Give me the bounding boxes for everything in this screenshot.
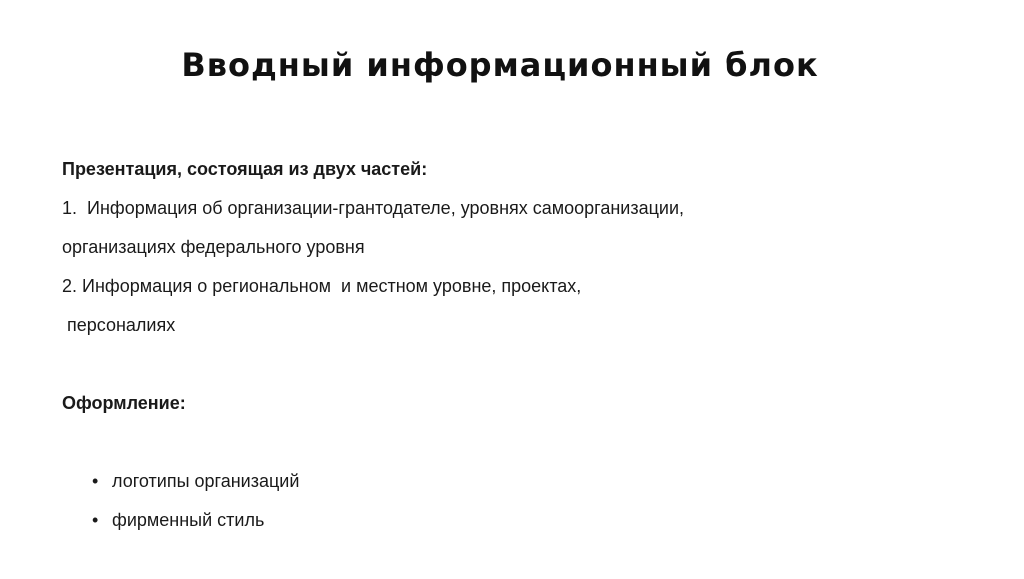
bullet-icon: •	[92, 471, 99, 491]
bullet-item	[62, 423, 962, 491]
bullet-item-label: фирменный стиль	[112, 510, 265, 530]
slide-title: Вводный информационный блок	[181, 46, 819, 84]
slide-body	[62, 150, 962, 530]
text-line: 2. Информация о региональном и местном уровне, проектах,	[62, 276, 582, 296]
text-line: персоналиях	[67, 315, 176, 335]
section-heading-presentation: Презентация, состоящая из двух частей:	[62, 159, 428, 179]
bullet-icon: •	[92, 510, 99, 530]
text-line: 1. Информация об организации-грантодателе, уровнях самоорганизации,	[62, 198, 685, 218]
section-heading-design: Оформление:	[62, 393, 186, 413]
text-line: организациях федерального уровня	[62, 237, 365, 257]
spacer	[62, 345, 962, 384]
bullet-item-label: логотипы организаций	[112, 471, 300, 491]
